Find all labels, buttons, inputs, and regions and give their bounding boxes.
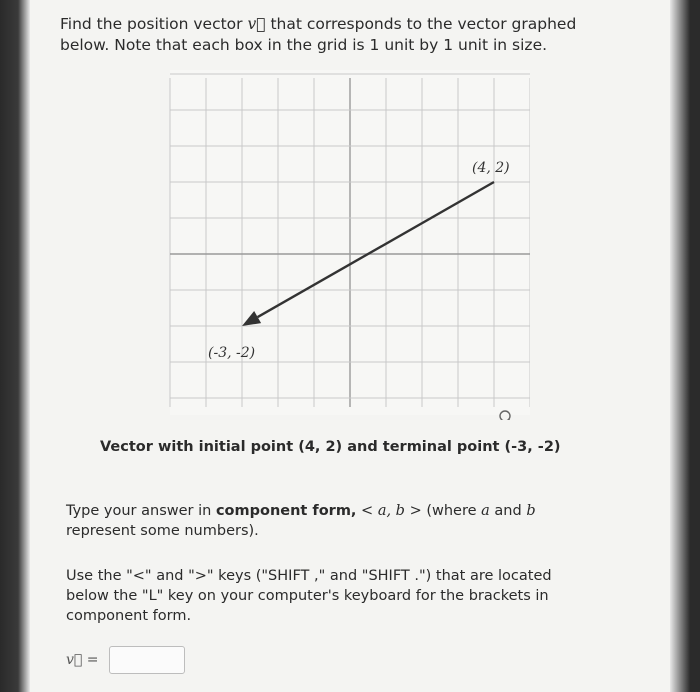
instr1-end: represent some numbers). <box>66 523 259 539</box>
instr1-and: and <box>489 503 527 519</box>
instr1-bold: component form, <box>215 503 357 519</box>
graph-caption: Vector with initial point (4, 2) and terminal point (-3, -2) <box>100 439 561 455</box>
instr1-text: Type your answer in <box>66 503 216 519</box>
initial-point-label: (4, 2) <box>472 160 510 176</box>
var-a: a <box>481 503 490 519</box>
instruction-brackets: Use the "<" and ">" keys ("SHIFT ," and "SHIFT .") that are located below the "L" key on your computer's keyboard for the brackets in component form. <box>66 568 552 624</box>
prompt-text-after: that corresponds to the vector graphed below. Note that each box in the grid is 1 unit by 1 unit in size. <box>60 15 577 54</box>
answer-row <box>66 646 185 674</box>
vector-graph <box>140 70 530 420</box>
prompt-text-before: Find the position vector <box>60 15 248 33</box>
instr1-after: (where <box>426 503 482 519</box>
answer-input[interactable] <box>109 646 185 674</box>
instr1-math: < a, b > <box>356 503 427 519</box>
vector-symbol: v⃗ <box>247 15 266 33</box>
answer-label: v⃗ = <box>66 652 99 668</box>
var-b: b <box>526 503 536 519</box>
question-prompt <box>60 14 600 56</box>
terminal-point-label: (-3, -2) <box>208 345 256 361</box>
instruction-component-form <box>66 501 566 541</box>
